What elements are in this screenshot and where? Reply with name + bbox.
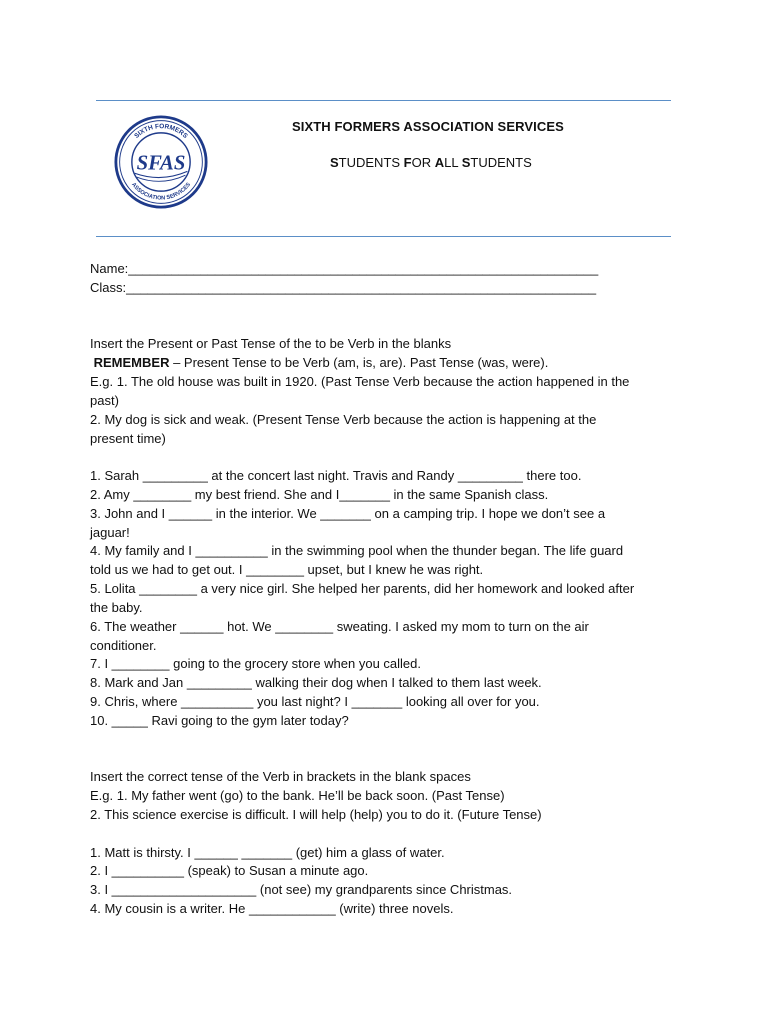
section1-instruction: Insert the Present or Past Tense of the to be Verb in the blanks: [90, 336, 452, 351]
exercise-line: 4. My cousin is a writer. He ____________ (write) three novels.: [90, 901, 454, 916]
exercise-line: 7. I ________ going to the grocery store when you called.: [90, 656, 421, 671]
section2-example-2: 2. This science exercise is difficult. I will help (help) you to do it. (Future Tense): [90, 807, 542, 822]
organization-title: SIXTH FORMERS ASSOCIATION SERVICES: [292, 119, 564, 134]
exercise-line: the baby.: [90, 600, 143, 615]
remember-note: REMEMBER – Present Tense to be Verb (am, is, are). Past Tense (was, were).: [93, 355, 549, 370]
organization-motto: STUDENTS FOR ALL STUDENTS: [330, 155, 532, 170]
example-2-line-2: present time): [90, 431, 166, 446]
exercise-line: jaguar!: [90, 525, 130, 540]
exercise-line: 1. Sarah _________ at the concert last night. Travis and Randy _________ there too.: [90, 468, 582, 483]
example-1-line-1: E.g. 1. The old house was built in 1920. (Past Tense Verb because the action happened in the: [90, 374, 630, 389]
exercise-line: 10. _____ Ravi going to the gym later today?: [90, 713, 349, 728]
example-2-line-1: 2. My dog is sick and weak. (Present Tense Verb because the action is happening at the: [90, 412, 597, 427]
sfas-logo: [114, 115, 208, 209]
exercise-line: 2. Amy ________ my best friend. She and I_______ in the same Spanish class.: [90, 487, 549, 502]
exercise-line: 3. I ____________________ (not see) my grandparents since Christmas.: [90, 882, 513, 897]
name-field[interactable]: Name:_________________________________________________________________: [90, 261, 599, 276]
exercise-line: 8. Mark and Jan _________ walking their dog when I talked to them last week.: [90, 675, 542, 690]
exercise-line: 9. Chris, where __________ you last night? I _______ looking all over for you.: [90, 694, 540, 709]
exercise-line: 3. John and I ______ in the interior. We _______ on a camping trip. I hope we don’t see a: [90, 506, 606, 521]
exercise-line: 2. I __________ (speak) to Susan a minute ago.: [90, 863, 369, 878]
section2-example-1: E.g. 1. My father went (go) to the bank. He’ll be back soon. (Past Tense): [90, 788, 505, 803]
header-bottom-rule: [96, 236, 671, 237]
exercise-line: 6. The weather ______ hot. We ________ sweating. I asked my mom to turn on the air: [90, 619, 589, 634]
class-field[interactable]: Class:_________________________________________________________________: [90, 280, 597, 295]
example-1-line-2: past): [90, 393, 119, 408]
exercise-line: 1. Matt is thirsty. I ______ _______ (get) him a glass of water.: [90, 845, 445, 860]
exercise-line: 4. My family and I __________ in the swimming pool when the thunder began. The life guard: [90, 543, 624, 558]
header-top-rule: [96, 100, 671, 101]
logo-ring-top: SIXTH FORMERS: [133, 123, 189, 140]
exercise-line: told us we had to get out. I ________ upset, but I knew he was right.: [90, 562, 484, 577]
exercise-line: 5. Lolita ________ a very nice girl. She helped her parents, did her homework and looked after: [90, 581, 635, 596]
logo-ring-bottom: ASSOCIATION SERVICES: [130, 181, 192, 202]
exercise-line: conditioner.: [90, 638, 157, 653]
section2-instruction: Insert the correct tense of the Verb in brackets in the blank spaces: [90, 769, 471, 784]
logo-monogram: SFAS: [136, 152, 186, 175]
